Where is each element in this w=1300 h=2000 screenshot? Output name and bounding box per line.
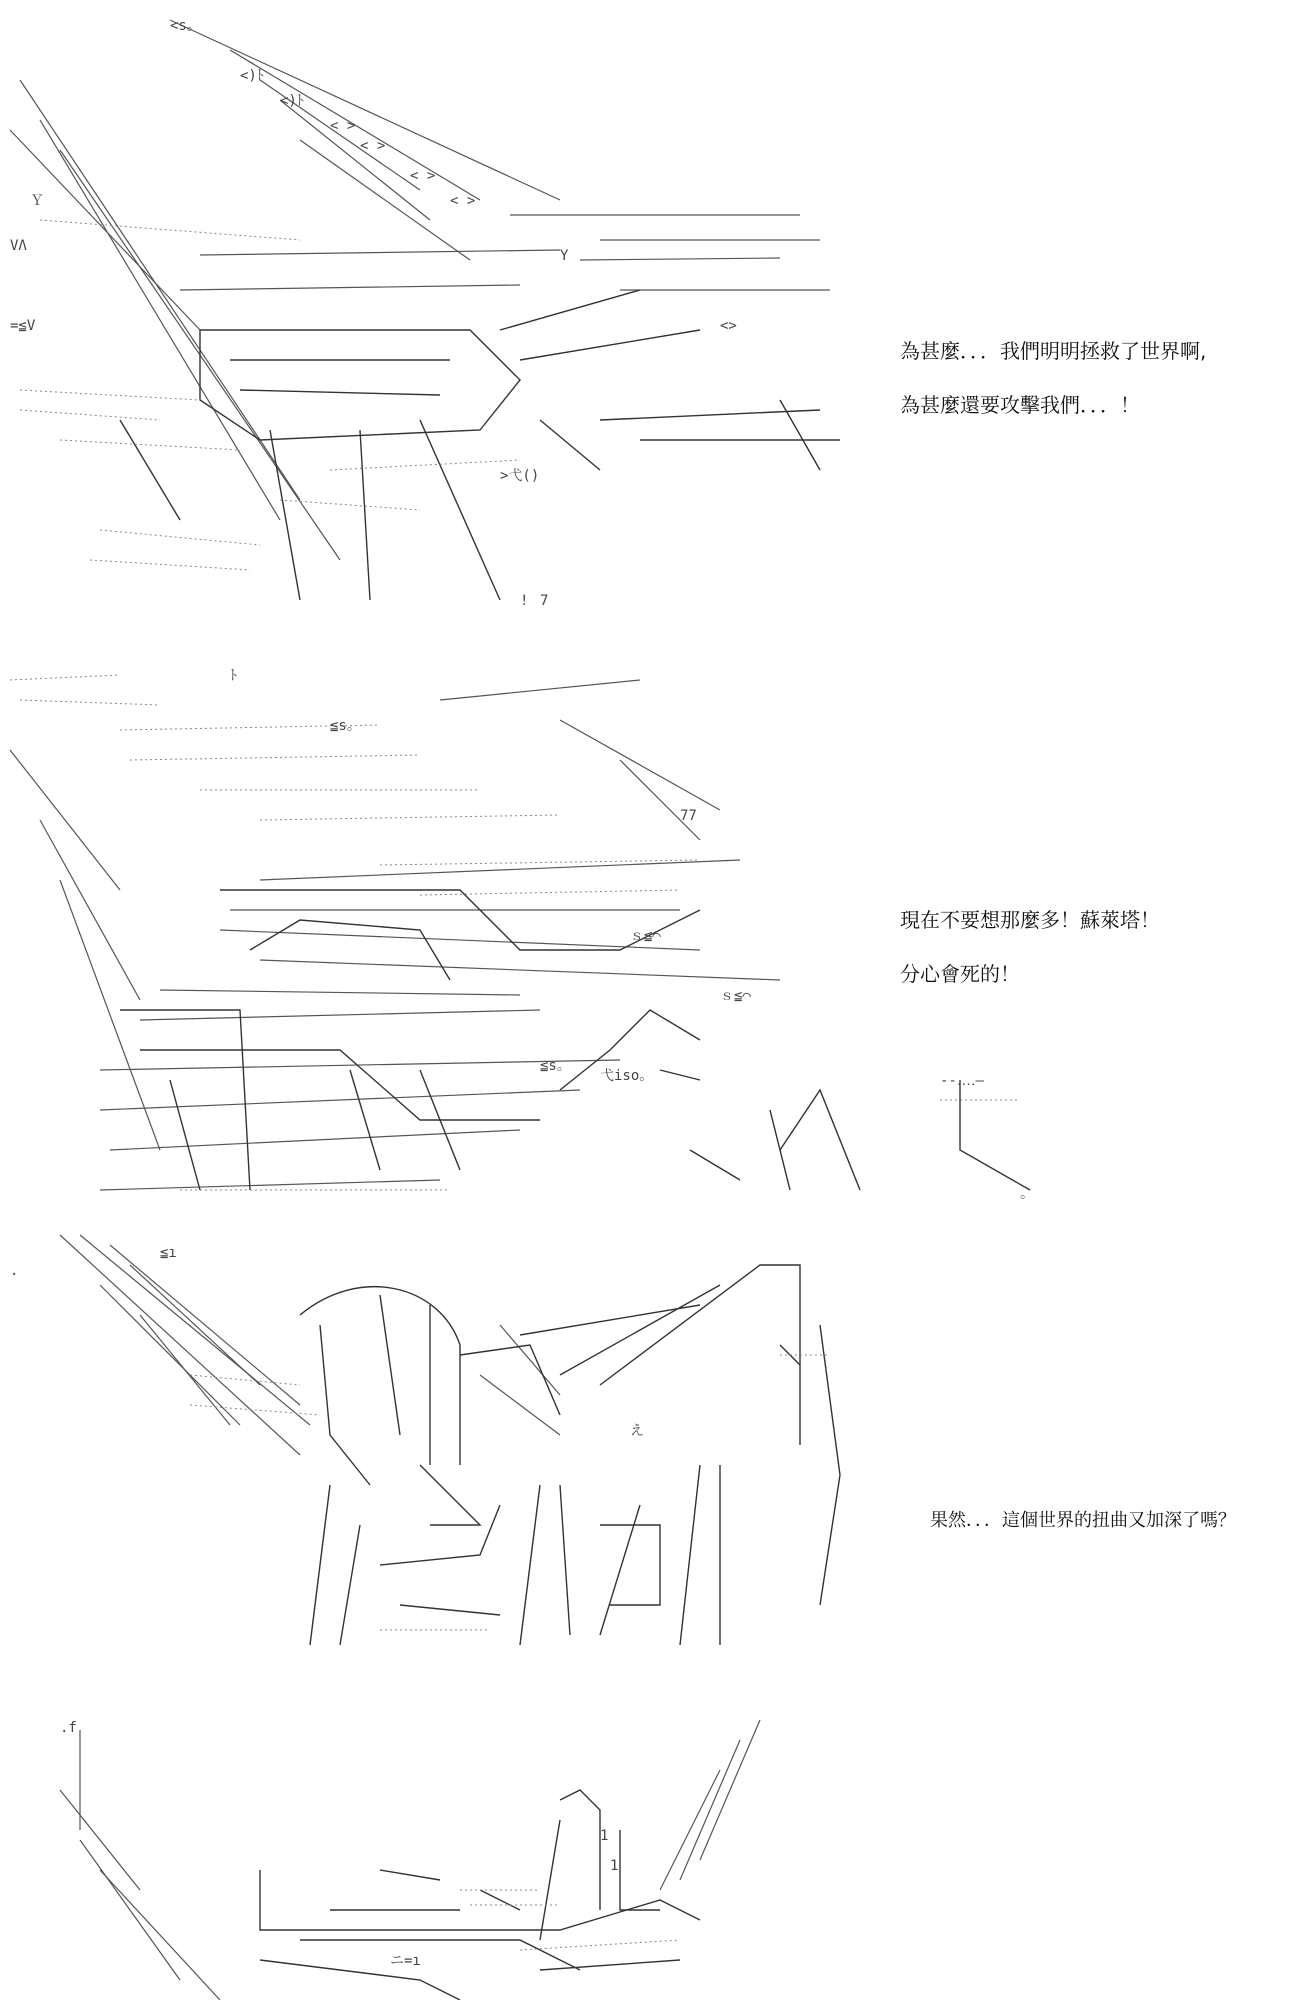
- svg-text:< >: < >: [450, 193, 476, 209]
- dialogue-box-2: [900, 893, 1160, 1001]
- svg-text:!: !: [520, 593, 529, 609]
- dialogue-box-1: [900, 324, 1206, 432]
- svg-text:ｓ≦⌒: ｓ≦⌒: [630, 928, 661, 944]
- svg-text:VΛ: VΛ: [10, 238, 27, 254]
- dialogue-box-3: [930, 1494, 1236, 1548]
- panel-4: [0, 1710, 1300, 2000]
- svg-text:7: 7: [540, 593, 549, 609]
- svg-text:< >: < >: [360, 138, 386, 154]
- svg-text:え: え: [630, 1423, 644, 1439]
- svg-text:ニ=ı: ニ=ı: [390, 1953, 421, 1969]
- svg-text:1: 1: [610, 1858, 619, 1874]
- svg-text:< >: < >: [330, 118, 356, 134]
- dialogue-line: 分心會死的！: [900, 962, 1020, 986]
- svg-text:--‥‥—: --‥‥—: [940, 1073, 984, 1089]
- svg-text:< >: < >: [410, 168, 436, 184]
- svg-text:≦s。: ≦s。: [330, 718, 361, 734]
- dialogue-line: 現在不要想那麼多！蘇萊塔！: [900, 908, 1160, 932]
- svg-text:<)ﾄ: <)ﾄ: [240, 68, 264, 84]
- svg-text:Ｙ: Ｙ: [30, 193, 44, 209]
- svg-text:≦s。: ≦s。: [540, 1058, 571, 1074]
- panel-1: [0, 0, 1300, 640]
- ascii-art-mech-hand: [0, 1710, 800, 2000]
- svg-text:.f: .f: [60, 1720, 77, 1736]
- ascii-art-mech-pose: [0, 1225, 900, 1695]
- dialogue-line: 為甚麼．．．我們明明拯救了世界啊,: [900, 339, 1207, 363]
- svg-text:<s。: <s。: [170, 18, 201, 34]
- panel-3: [0, 1225, 1300, 1695]
- svg-text:<>: <>: [720, 318, 737, 334]
- svg-text:ﾄ: ﾄ: [230, 668, 237, 684]
- dialogue-line: 為甚麼還要攻擊我們．．．！: [900, 393, 1140, 417]
- svg-text:≦ı: ≦ı: [160, 1245, 177, 1261]
- svg-text:1: 1: [600, 1828, 609, 1844]
- svg-text:=≦V: =≦V: [10, 318, 36, 334]
- svg-text:ｓ≦⌒: ｓ≦⌒: [720, 988, 751, 1004]
- svg-text:<)ﾄ: <)ﾄ: [280, 93, 304, 109]
- ascii-art-battle-scene: [0, 0, 860, 620]
- svg-text:Y: Y: [560, 248, 569, 264]
- dialogue-line: 果然．．．這個世界的扭曲又加深了嗎？: [930, 1510, 1236, 1531]
- svg-text:。: 。: [1020, 1186, 1034, 1202]
- svg-text:.: .: [10, 1263, 19, 1279]
- panel-2: [0, 650, 1300, 1210]
- svg-text:>弋(): >弋(): [500, 468, 540, 484]
- svg-text:77: 77: [680, 808, 697, 824]
- svg-text:弋iso。: 弋iso。: [600, 1068, 654, 1084]
